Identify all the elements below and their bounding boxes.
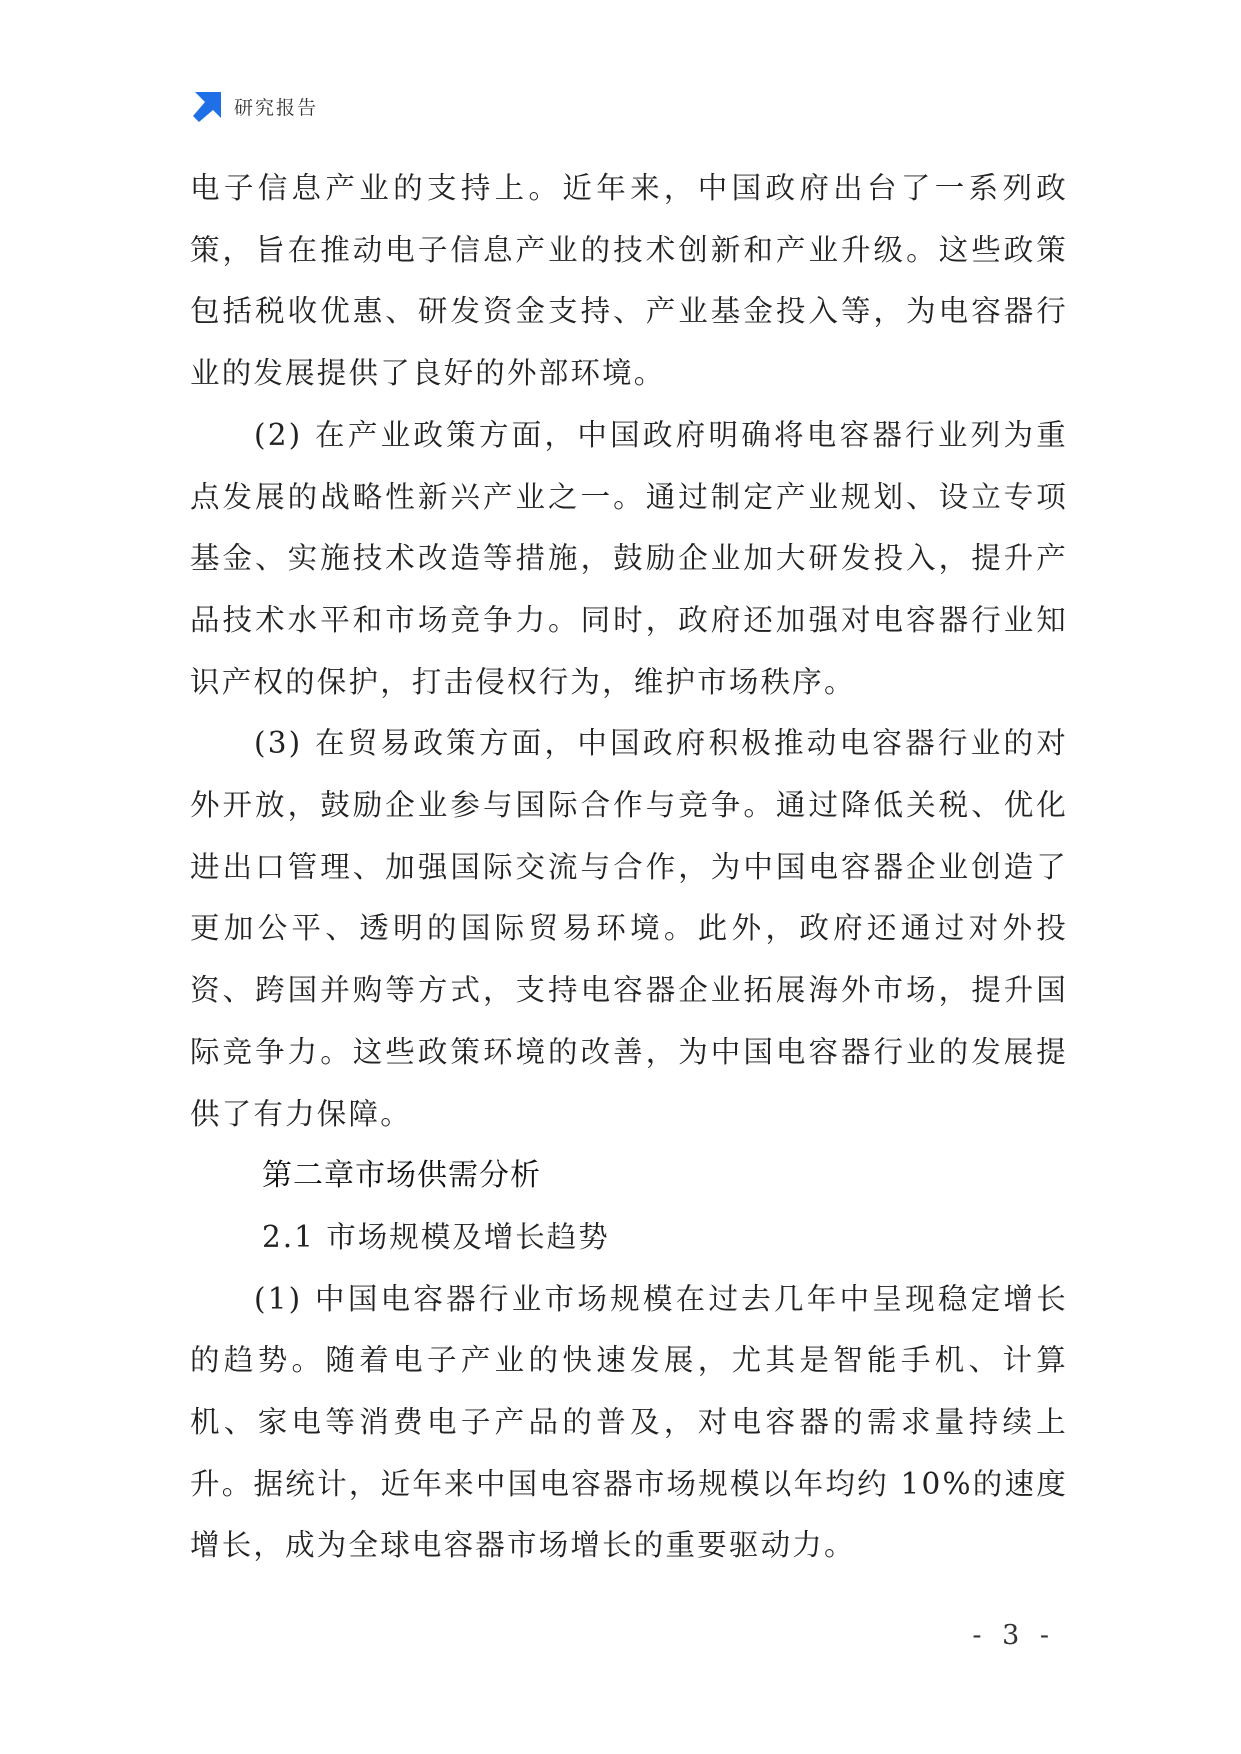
chapter-title: 第二章市场供需分析 xyxy=(262,1158,541,1194)
arrow-up-right-icon xyxy=(190,89,224,123)
report-header xyxy=(190,86,318,126)
header-title: 研究报告 xyxy=(234,96,319,119)
paragraph-market-size: (1) 中国电容器行业市场规模在过去几年中呈现稳定增长的趋势。随着电子产业的快速发展，尤其是智能手机、计算机、家电等消费电子产品的普及，对电容器的需求量持续上升。据统计，近年来中国电容器市场规模以年均约 10%的速度增长，成为全球电容器市场增长的重要驱动力。 xyxy=(190,1281,1068,1563)
paragraph-industry-policy: (2) 在产业政策方面，中国政府明确将电容器行业列为重点发展的战略性新兴产业之一。通过制定产业规划、设立专项基金、实施技术改造等措施，鼓励企业加大研发投入，提升产品技术水平和市场竞争力。同时，政府还加强对电容器行业知识产权的保护，打击侵权行为，维护市场秩序。 xyxy=(190,417,1068,699)
section-title: 2.1 市场规模及增长趋势 xyxy=(262,1219,610,1254)
document-body xyxy=(190,158,1068,1577)
paragraph-continued: 电子信息产业的支持上。近年来，中国政府出台了一系列政策，旨在推动电子信息产业的技术创新和产业升级。这些政策包括税收优惠、研发资金支持、产业基金投入等，为电容器行业的发展提供了良好的外部环境。 xyxy=(190,171,1068,391)
page-number: - 3 - xyxy=(972,1620,1055,1651)
paragraph-trade-policy: (3) 在贸易政策方面，中国政府积极推动电容器行业的对外开放，鼓励企业参与国际合作与竞争。通过降低关税、优化进出口管理、加强国际交流与合作，为中国电容器企业创造了更加公平、透明的国际贸易环境。此外，政府还通过对外投资、跨国并购等方式，支持电容器企业拓展海外市场，提升国际竞争力。这些政策环境的改善，为中国电容器行业的发展提供了有力保障。 xyxy=(190,726,1068,1131)
